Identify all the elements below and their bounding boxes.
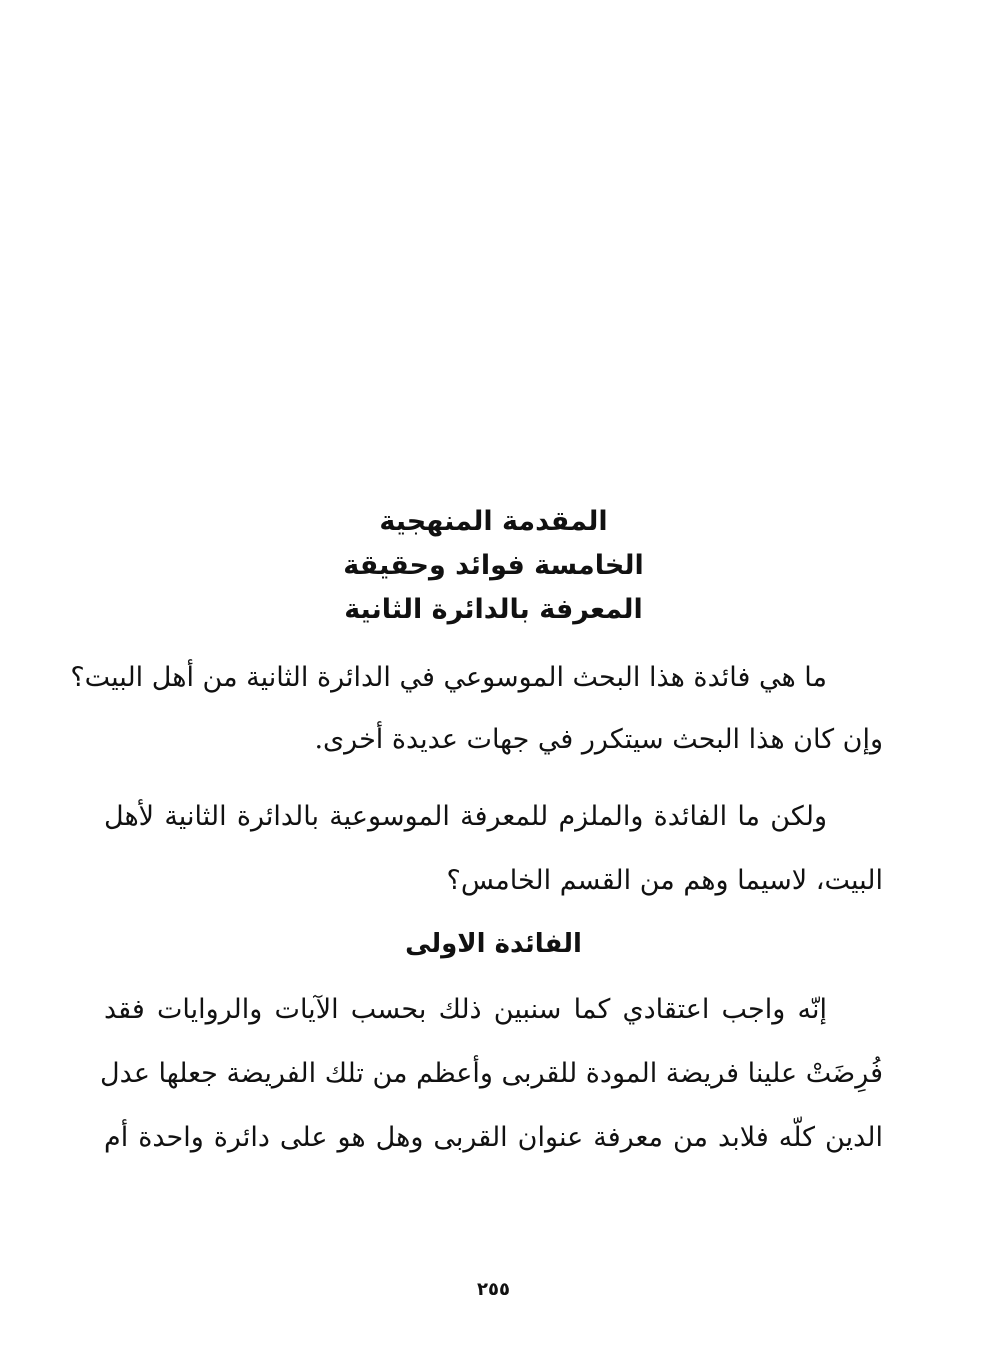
body-line-3: الدين كلّه فلابد من معرفة عنوان القربى وهل هو على دائرة واحدة أم	[104, 1122, 883, 1153]
page-number: ٢٥٥	[477, 1279, 510, 1300]
paragraph-note: وإن كان هذا البحث سيتكرر في جهات عديدة أخرى.	[314, 724, 883, 755]
body-line-2: فُرِضَتْ علينا فريضة المودة للقربى وأعظم من تلك الفريضة جعلها عدل	[100, 1058, 883, 1089]
title-line-2: الخامسة فوائد وحقيقة	[343, 550, 644, 581]
body-line-1: إنّه واجب اعتقادي كما سنبين ذلك بحسب الآيات والروايات فقد	[104, 994, 827, 1025]
title-line-1: المقدمة المنهجية	[379, 506, 608, 537]
title-line-3: المعرفة بالدائرة الثانية	[344, 594, 643, 625]
section-heading: الفائدة الاولى	[405, 929, 582, 959]
paragraph-question: ما هي فائدة هذا البحث الموسوعي في الدائرة الثانية من أهل البيت؟	[70, 662, 827, 693]
paragraph-benefit-line-1: ولكن ما الفائدة والملزم للمعرفة الموسوعية بالدائرة الثانية لأهل	[104, 801, 827, 832]
chapter-title	[0, 500, 987, 632]
paragraph-benefit-line-2: البيت، لاسيما وهم من القسم الخامس؟	[446, 865, 883, 896]
